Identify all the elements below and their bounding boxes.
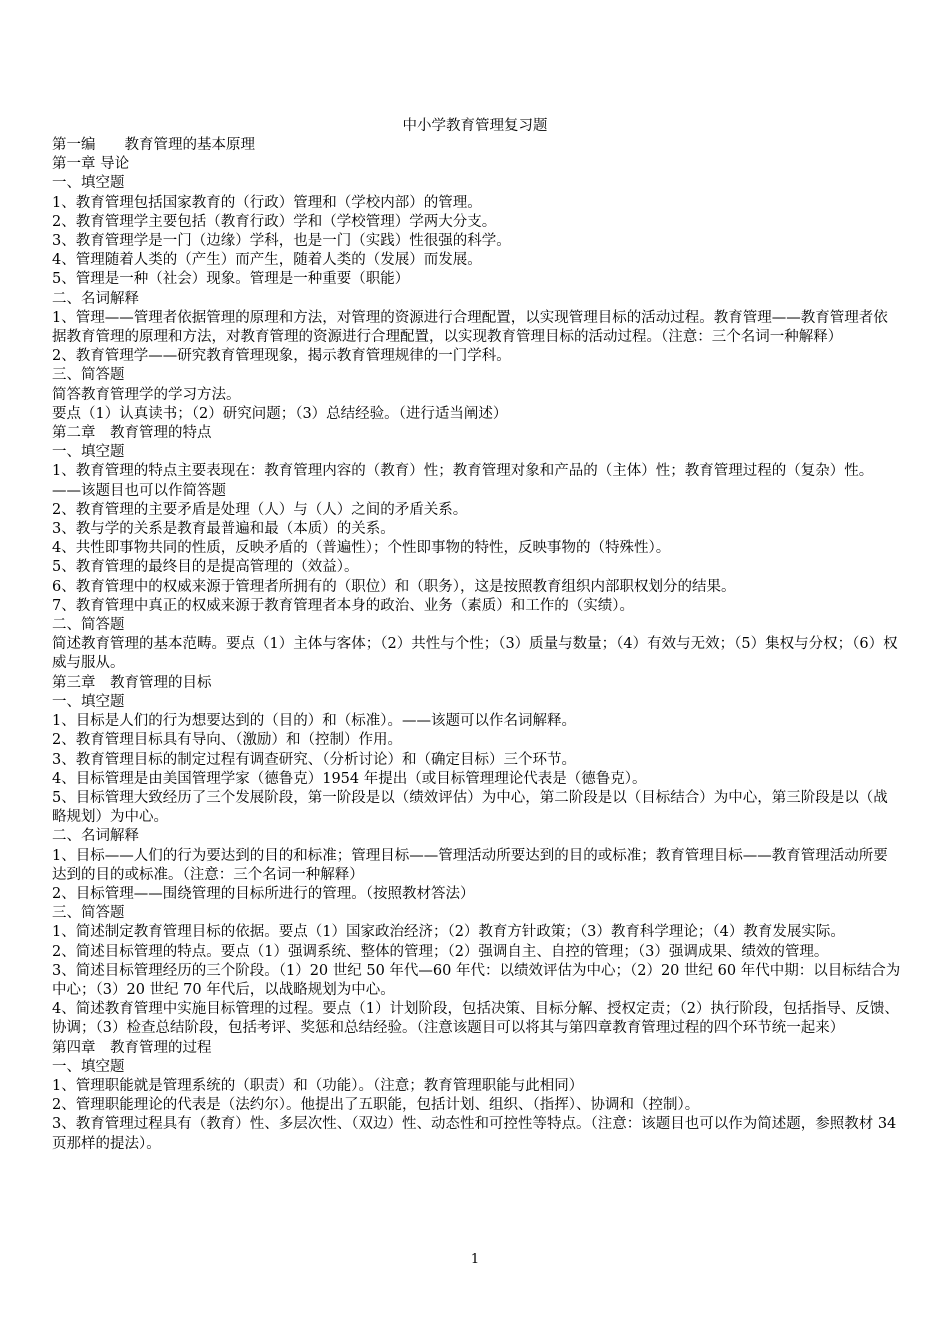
- text-line: 1、目标是人们的行为想要达到的（目的）和（标准）。——该题可以作名词解释。: [52, 713, 576, 730]
- text-line: 5、教育管理的最终目的是提高管理的（效益）。: [52, 559, 359, 576]
- text-line: 简答教育管理学的学习方法。: [52, 386, 241, 403]
- text-line: 2、目标管理——围绕管理的目标所进行的管理。（按照教材答法）: [52, 885, 475, 902]
- section-heading: 一、填空题: [52, 1058, 125, 1075]
- text-line: 2、教育管理学——研究教育管理现象，揭示教育管理规律的一门学科。: [52, 348, 511, 365]
- part-heading: 第一编 教育管理的基本原理: [52, 137, 255, 153]
- text-line: 4、共性即事物共同的性质，反映矛盾的（普遍性）；个性即事物的特性，反映事物的（特殊性）。: [52, 540, 671, 557]
- text-line: 2、简述目标管理的特点。要点（1）强调系统、整体的管理；（2）强调自主、自控的管理；（3）强调成果、绩效的管理。: [52, 943, 829, 960]
- text-line: 3、教与学的关系是教育最普遍和最（本质）的关系。: [52, 521, 395, 538]
- text-line: 1、简述制定教育管理目标的依据。要点（1）国家政治经济；（2）教育方针政策；（3）教育科学理论；（4）教育发展实际。: [52, 924, 845, 941]
- text-line: 1、教育管理的特点主要表现在：教育管理内容的（教育）性；教育管理对象和产品的（主体）性；教育管理过程的（复杂）性。——该题目也可以作简答题: [52, 463, 874, 499]
- text-line: 3、教育管理学是一门（边缘）学科，也是一门（实践）性很强的科学。: [52, 233, 511, 250]
- chapter-heading: 第四章 教育管理的过程: [52, 1039, 212, 1056]
- section-heading: 二、简答题: [52, 617, 125, 634]
- page-number: 1: [470, 1252, 480, 1267]
- document-title: 中小学教育管理复习题: [402, 118, 548, 134]
- chapter-heading: 第三章 教育管理的目标: [52, 674, 212, 691]
- section-heading: 三、简答题: [52, 367, 125, 384]
- text-line: 要点（1）认真读书；（2）研究问题；（3）总结经验。（进行适当阐述）: [52, 405, 508, 422]
- section-heading: 一、填空题: [52, 693, 125, 710]
- text-line: 1、管理职能就是管理系统的（职责）和（功能）。（注意；教育管理职能与此相同）: [52, 1077, 584, 1094]
- section-heading: 二、名词解释: [52, 290, 139, 307]
- section-heading: 一、填空题: [52, 175, 125, 192]
- text-line: 4、目标管理是由美国管理学家（德鲁克）1954 年提出（或目标管理理论代表是（德鲁克）。: [52, 770, 647, 787]
- text-line: 6、教育管理中的权威来源于管理者所拥有的（职位）和（职务），这是按照教育组织内部职权划分的结果。: [52, 578, 736, 595]
- chapter-heading: 第一章 导论: [52, 156, 130, 173]
- text-line: 3、教育管理过程具有（教育）性、多层次性、（双边）性、动态性和可控性等特点。（注意：该题目也可以作为简述题，参照教材 34 页那样的提法）。: [52, 1116, 901, 1152]
- text-line: 7、教育管理中真正的权威来源于教育管理者本身的政治、业务（素质）和工作的（实绩）。: [52, 597, 634, 614]
- chapter-heading: 第二章 教育管理的特点: [52, 425, 212, 442]
- section-heading: 二、名词解释: [52, 828, 139, 845]
- text-line: 2、教育管理学主要包括（教育行政）学和（学校管理）学两大分支。: [52, 213, 497, 230]
- text-line: 1、目标——人们的行为要达到的目的和标准；管理目标——管理活动所要达到的目的或标准；教育管理目标——教育管理活动所要达到的目的或标准。（注意：三个名词一种解释）: [52, 847, 888, 883]
- text-line: 1、教育管理包括国家教育的（行政）管理和（学校内部）的管理。: [52, 194, 482, 211]
- text-line: 3、简述目标管理经历的三个阶段。（1）20 世纪 50 年代—60 年代：以绩效评估为中心；（2）20 世纪 60 年代中期：以目标结合为中心；（3）20 世纪 70 年代后，以战略规划为中心。: [52, 962, 901, 998]
- text-line: 4、管理随着人类的（产生）而产生，随着人类的（发展）而发展。: [52, 252, 482, 269]
- text-line: 2、教育管理的主要矛盾是处理（人）与（人）之间的矛盾关系。: [52, 501, 468, 518]
- text-line: 2、教育管理目标具有导向、（激励）和（控制）作用。: [52, 732, 402, 749]
- text-line: 2、管理职能理论的代表是（法约尔）。他提出了五职能，包括计划、组织、（指挥）、协调和（控制）。: [52, 1097, 700, 1114]
- text-line: 1、管理——管理者依据管理的原理和方法，对管理的资源进行合理配置，以实现管理目标的活动过程。教育管理——教育管理者依据教育管理的原理和方法，对教育管理的资源进行合理配置，以实现教育管理目标的活动过程。（注意：三个名词一种解释）: [52, 309, 888, 346]
- section-heading: 三、简答题: [52, 905, 125, 922]
- text-line: 3、教育管理目标的制定过程有调查研究、（分析讨论）和（确定目标）三个环节。: [52, 751, 576, 768]
- text-line: 5、管理是一种（社会）现象。管理是一种重要（职能）: [52, 271, 410, 288]
- document-body: [52, 136, 902, 1154]
- text-line: 4、简述教育管理中实施目标管理的过程。要点（1）计划阶段，包括决策、目标分解、授权定责；（2）执行阶段，包括指导、反馈、协调；（3）检查总结阶段，包括考评、奖惩和总结经验。（注意该题目可以将其与第四章教育管理过程的四个环节统一起来）: [52, 1001, 899, 1037]
- section-heading: 一、填空题: [52, 444, 125, 461]
- text-line: 简述教育管理的基本范畴。要点（1）主体与客体；（2）共性与个性；（3）质量与数量；（4）有效与无效；（5）集权与分权；（6）权威与服从。: [52, 636, 898, 672]
- text-line: 5、目标管理大致经历了三个发展阶段，第一阶段是以（绩效评估）为中心，第二阶段是以（目标结合）为中心，第三阶段是以（战略规划）为中心。: [52, 789, 888, 826]
